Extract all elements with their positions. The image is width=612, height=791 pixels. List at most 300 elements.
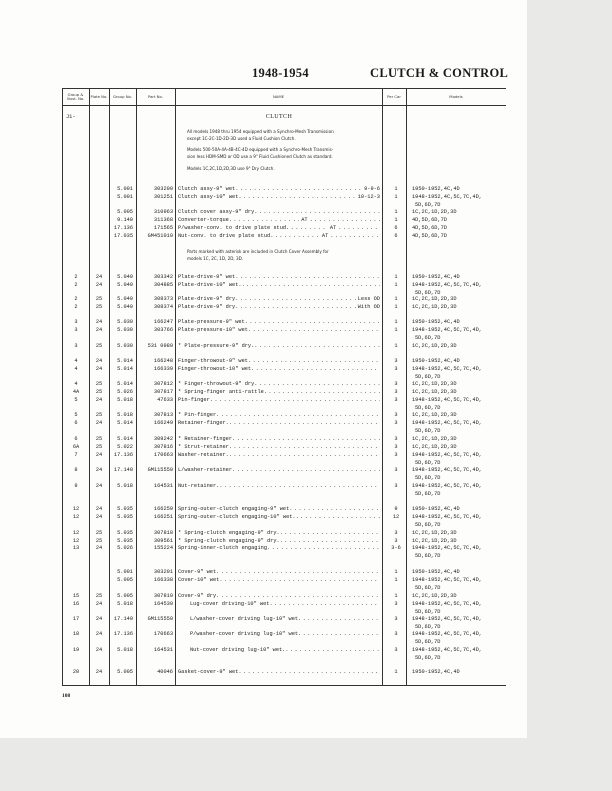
plate-no: 24 <box>95 514 103 520</box>
part-no: 307812 <box>153 381 173 387</box>
part-name-text: L/washer-cover driving lug-10" wet <box>190 616 299 622</box>
models-line: 1950-1952,4C,4D <box>412 506 460 512</box>
table-row <box>0 646 612 661</box>
per-car: 1 <box>394 209 398 215</box>
models-line: 1948-1952,4C,5C,7C,4D, <box>412 601 482 607</box>
dot-leader <box>216 411 380 419</box>
table-row <box>0 668 612 676</box>
models-line: 5D,6D,7D <box>415 624 441 630</box>
dot-leader <box>298 630 380 638</box>
header-plate-no: Plate No. <box>90 93 108 99</box>
per-car: 3 <box>394 647 398 653</box>
dot-leader <box>235 295 358 303</box>
models-line: 1948-1952,4C,5C,7C,4D, <box>412 514 482 520</box>
table-row <box>0 544 612 559</box>
illus-no: 8 <box>74 467 78 473</box>
models <box>412 615 512 631</box>
part-no: 47633 <box>157 397 173 403</box>
group-no: 5.040 <box>117 282 133 288</box>
part-name-text: * Spring-clutch engaging-9" dry. <box>178 530 280 536</box>
models-line: 1948-1952,4C,5C,7C,4D, <box>412 282 482 288</box>
models-line: 1948-1952,4C,5C,7C,4D, <box>412 545 482 551</box>
part-name-text: * Spring-clutch engaging-9" dry. <box>178 538 280 544</box>
table-row <box>0 208 612 216</box>
table-row <box>0 615 612 630</box>
part-name-text: Lug-cover driving-10" wet <box>190 601 270 607</box>
illus-no: 6 <box>74 436 78 442</box>
dot-leader <box>330 232 380 240</box>
models <box>412 365 512 381</box>
table-row <box>0 365 612 380</box>
models <box>412 419 512 435</box>
part-no: 166339 <box>153 366 173 372</box>
dot-leader <box>338 224 380 232</box>
group-no: 17.035 <box>113 233 133 239</box>
models-line: 1948-1952,4C,5C,7C,4D, <box>412 452 482 458</box>
illus-no: 3 <box>74 343 78 349</box>
part-name-text: Nut-retainer. <box>178 483 220 489</box>
models <box>412 224 512 232</box>
models-line: 1C,2C,1D,2D,3D <box>412 538 457 544</box>
part-no: 171565 <box>153 225 173 231</box>
dot-leader <box>310 216 380 224</box>
part-no: 307818 <box>153 530 173 536</box>
table-row <box>0 295 612 303</box>
per-car: 3 <box>394 358 398 364</box>
models <box>412 411 512 419</box>
dot-leader <box>245 318 380 326</box>
part-name-text: * Strut-retainer <box>178 444 229 450</box>
table-row <box>0 185 612 193</box>
transmission-qualifier: AT <box>301 217 308 223</box>
illus-no: 12 <box>72 506 80 512</box>
per-car: 3 <box>394 381 398 387</box>
part-name <box>178 505 380 513</box>
part-name-text: * Pin-finger <box>178 412 217 418</box>
group-no: 5.014 <box>117 436 133 442</box>
group-no: 5.005 <box>117 577 133 583</box>
dot-leader <box>270 232 320 240</box>
part-name-text: Plate-drive-9" wet <box>178 274 236 280</box>
dot-leader <box>238 193 357 201</box>
models-line: 1948-1952,4C,5C,7C,4D, <box>412 397 482 403</box>
models <box>412 568 512 576</box>
table-row <box>0 419 612 434</box>
part-no: 164531 <box>153 483 173 489</box>
part-name <box>178 668 380 676</box>
table-row <box>0 576 612 591</box>
part-no: GM115550 <box>147 616 173 622</box>
table-row <box>0 529 612 537</box>
models <box>412 318 512 326</box>
part-name <box>178 326 380 334</box>
illus-no: 2 <box>74 274 78 280</box>
group-no: 17.136 <box>113 225 133 231</box>
per-car: 3 <box>394 530 398 536</box>
part-no: 166247 <box>153 319 173 325</box>
plate-no: 24 <box>95 366 103 372</box>
part-name <box>178 482 380 490</box>
dot-leader <box>219 576 380 584</box>
plate-no: 24 <box>95 601 103 607</box>
table-row <box>0 568 612 576</box>
per-car: 3 <box>394 631 398 637</box>
part-name-text: Nut-cover driving lug-10" wet. <box>190 647 286 653</box>
table-row <box>0 482 612 497</box>
illus-no: 12 <box>72 530 80 536</box>
dot-leader <box>254 380 380 388</box>
models-line: 5D,6D,7D <box>415 522 441 528</box>
part-no: 309242 <box>153 436 173 442</box>
per-car: 3 <box>394 420 398 426</box>
part-name-text: Gasket-cover-9" wet <box>178 669 239 675</box>
part-name <box>178 513 380 521</box>
per-car: 3 <box>394 389 398 395</box>
part-qualifier: 9-9-6 <box>364 186 380 192</box>
models-line: 4D,5D,6D,7D <box>412 233 447 239</box>
per-car: 3 <box>394 616 398 622</box>
plate-no: 24 <box>95 647 103 653</box>
models-line: 5D,6D,7D <box>415 374 441 380</box>
illus-no: 5 <box>74 397 78 403</box>
models <box>412 466 512 482</box>
per-car: 12 <box>392 514 400 520</box>
table-row <box>0 396 612 411</box>
table-bottom-border <box>62 685 506 686</box>
illus-no: 7 <box>74 452 78 458</box>
models-line: 5D,6D,7D <box>415 460 441 466</box>
part-name-text: Spring-outer-clutch engaging-9" wet <box>178 506 290 512</box>
part-name <box>178 318 380 326</box>
header-illus-no: Group & Illust. No. <box>66 91 85 101</box>
dot-leader <box>286 224 328 232</box>
plate-no: 24 <box>95 282 103 288</box>
per-car: 6 <box>394 233 398 239</box>
part-name-text: Pin-finger <box>178 397 210 403</box>
illus-no: 9 <box>74 483 78 489</box>
models <box>412 451 512 467</box>
group-no: 5.040 <box>117 274 133 280</box>
models-line: 5D,6D,7D <box>415 428 441 434</box>
dot-leader <box>264 388 380 396</box>
models-line: 5D,6D,7D <box>415 202 441 208</box>
models <box>412 630 512 646</box>
plate-no: 24 <box>95 467 103 473</box>
group-no: 5.001 <box>117 569 133 575</box>
per-car: 1 <box>394 274 398 280</box>
models <box>412 273 512 281</box>
plate-no: 25 <box>95 412 103 418</box>
group-no: 5.026 <box>117 545 133 551</box>
models-line: 5D,6D,7D <box>415 405 441 411</box>
per-car: 3 <box>394 412 398 418</box>
per-car: 1 <box>394 186 398 192</box>
part-name-text: * Finger-throwout-9" dry <box>178 381 255 387</box>
models <box>412 505 512 513</box>
part-name-text: Plate-drive-9" dry <box>178 304 236 310</box>
table-row <box>0 232 612 240</box>
part-name-text: Spring-inner-clutch engaging <box>178 545 268 551</box>
models-line: 1948-1952,4C,5C,7C,4D, <box>412 631 482 637</box>
part-name <box>178 357 380 365</box>
group-no: 5.035 <box>117 538 133 544</box>
dot-leader <box>219 482 380 490</box>
models-line: 5D,6D,7D <box>415 553 441 559</box>
plate-no: 24 <box>95 358 103 364</box>
part-name <box>178 388 380 396</box>
illus-no: 2 <box>74 296 78 302</box>
table-row <box>0 357 612 365</box>
illus-no: 17 <box>72 616 80 622</box>
models-line: 1C,2C,1D,2D,3D <box>412 530 457 536</box>
plate-no: 24 <box>95 420 103 426</box>
group-no: 5.001 <box>117 186 133 192</box>
note-line: except 1C-2C-1D-2D-3D used a Fluid Cushion Clutch. <box>187 136 296 141</box>
part-name-text: P/washer-cover driving lug-10" wet <box>190 631 299 637</box>
group-no: 5.030 <box>117 319 133 325</box>
per-car: 1 <box>394 577 398 583</box>
part-name <box>178 435 380 443</box>
note-line: Models 500-50A-4A-4B-4C-4D equipped with a Synchro-Mesh Transmis- <box>187 147 334 152</box>
per-car: 3 <box>394 444 398 450</box>
group-no: 5.022 <box>117 444 133 450</box>
part-name-text: * Plate-pressure-9" dry. <box>178 343 255 349</box>
table-row <box>0 216 612 224</box>
models <box>412 216 512 224</box>
part-no: 303201 <box>153 569 173 575</box>
models-line: 1C,2C,1D,2D,3D <box>412 593 457 599</box>
group-no: 5.018 <box>117 397 133 403</box>
illus-no: 19 <box>72 647 80 653</box>
part-name <box>178 295 380 303</box>
table-row <box>0 505 612 513</box>
illus-no: 16 <box>72 601 80 607</box>
dot-leader <box>216 568 380 576</box>
per-car: 3 <box>394 467 398 473</box>
illus-no: 6 <box>74 420 78 426</box>
part-no: 155224 <box>153 545 173 551</box>
transmission-qualifier: AT <box>329 225 337 231</box>
per-car: 1 <box>394 593 398 599</box>
dot-leader <box>235 303 358 311</box>
table-row <box>0 273 612 281</box>
group-no: 17.136 <box>113 452 133 458</box>
models-line: 5D,6D,7D <box>415 639 441 645</box>
models <box>412 232 512 240</box>
per-car: 6 <box>394 225 398 231</box>
dot-leader <box>232 466 380 474</box>
part-name-text: Plate-drive-9" dry <box>178 296 236 302</box>
illus-no: 2 <box>74 282 78 288</box>
group-no: 5.030 <box>117 327 133 333</box>
per-car: 3 <box>394 452 398 458</box>
models <box>412 600 512 616</box>
part-name <box>178 365 380 373</box>
dot-leader <box>254 342 380 350</box>
illus-no: 3 <box>74 327 78 333</box>
part-no: 164531 <box>153 647 173 653</box>
part-no: 303766 <box>153 327 173 333</box>
part-name-text: Plate-drive-10" wet. <box>178 282 242 288</box>
group-no: 5.014 <box>117 358 133 364</box>
models <box>412 295 512 303</box>
part-no: 303342 <box>153 274 173 280</box>
dot-leader <box>235 273 380 281</box>
models-line: 1950-1952,4C,4D <box>412 274 460 280</box>
models <box>412 435 512 443</box>
illus-no: 13 <box>72 545 80 551</box>
part-name-text: Spring-outer-clutch engaging-10" wet. <box>178 514 296 520</box>
per-car: 1 <box>394 304 398 310</box>
table-row <box>0 303 612 311</box>
part-name-text: L/washer-retainer <box>178 467 233 473</box>
table-row <box>0 193 612 208</box>
per-car: 3 <box>394 366 398 372</box>
part-no: 166249 <box>153 420 173 426</box>
dot-leader <box>289 505 380 513</box>
part-name-text: * Spring-finger anti-rattle <box>178 389 264 395</box>
dot-leader <box>210 396 380 404</box>
part-no: 307817 <box>153 389 173 395</box>
models-line: 1948-1952,4C,5C,7C,4D, <box>412 366 482 372</box>
models <box>412 326 512 342</box>
header-group-no: Group No. <box>112 93 133 99</box>
per-car: 9 <box>394 506 398 512</box>
part-name <box>178 600 380 608</box>
part-name-text: Converter-torque <box>178 217 229 223</box>
models <box>412 208 512 216</box>
part-no: 307813 <box>153 412 173 418</box>
models-line: 1C,2C,1D,2D,3D <box>412 389 457 395</box>
per-car: 3 <box>394 483 398 489</box>
plate-no: 24 <box>95 274 103 280</box>
illus-no: 3 <box>74 319 78 325</box>
models <box>412 443 512 451</box>
part-name <box>178 273 380 281</box>
plate-no: 25 <box>95 538 103 544</box>
part-name <box>178 443 380 451</box>
table-row <box>0 388 612 396</box>
group-no: 17.136 <box>113 631 133 637</box>
dot-leader <box>229 451 380 459</box>
models-line: 1C,2C,1D,2D,3D <box>412 412 457 418</box>
plate-no: 24 <box>95 397 103 403</box>
dot-leader <box>248 357 380 365</box>
group-no: 17.140 <box>113 616 133 622</box>
per-car: 3 <box>394 538 398 544</box>
part-no: 307816 <box>153 444 173 450</box>
per-car: 1 <box>394 327 398 333</box>
models <box>412 193 512 209</box>
illus-no: 5 <box>74 412 78 418</box>
header-part-no: Part No. <box>147 93 163 99</box>
part-no: GM115550 <box>147 467 173 473</box>
models-line: 1948-1952,4C,5C,7C,4D, <box>412 467 482 473</box>
models-line: 5D,6D,7D <box>415 655 441 661</box>
plate-no: 24 <box>95 545 103 551</box>
part-name <box>178 342 380 350</box>
part-name <box>178 411 380 419</box>
plate-no: 24 <box>95 669 103 675</box>
part-name-text: Clutch cover assy-9" dry <box>178 209 255 215</box>
models-line: 1948-1952,4C,5C,7C,4D, <box>412 616 482 622</box>
part-name <box>178 380 380 388</box>
per-car: 1 <box>394 343 398 349</box>
illus-no: 4 <box>74 381 78 387</box>
part-name-text: Retainer-finger. <box>178 420 229 426</box>
plate-no: 24 <box>95 616 103 622</box>
per-car: 1 <box>394 194 398 200</box>
models-line: 5D,6D,7D <box>415 491 441 497</box>
models-line: 1948-1952,4C,5C,7C,4D, <box>412 420 482 426</box>
dot-leader <box>238 668 380 676</box>
illus-no: 20 <box>72 669 80 675</box>
per-car: 1 <box>394 296 398 302</box>
models <box>412 380 512 388</box>
part-name <box>178 232 380 240</box>
models-line: 4D,5D,6D,7D <box>412 225 447 231</box>
part-name <box>178 208 380 216</box>
models-line: 5D,6D,7D <box>415 290 441 296</box>
plate-no: 24 <box>95 483 103 489</box>
page-section-title: CLUTCH & CONTROL <box>370 66 509 80</box>
part-name <box>178 592 380 600</box>
models-line: 1C,2C,1D,2D,3D <box>412 209 457 215</box>
part-qualifier: Less OD <box>357 296 380 302</box>
part-no: 40046 <box>157 669 173 675</box>
part-name <box>178 224 380 232</box>
illus-no: 4 <box>74 366 78 372</box>
models-line: 1C,2C,1D,2D,3D <box>412 381 457 387</box>
models <box>412 342 512 350</box>
dot-leader <box>242 281 380 289</box>
plate-no: 25 <box>95 436 103 442</box>
part-no: 166251 <box>153 514 173 520</box>
table-row <box>0 411 612 419</box>
plate-no: 25 <box>95 593 103 599</box>
models <box>412 529 512 537</box>
plate-no: 25 <box>95 304 103 310</box>
table-row <box>0 224 612 232</box>
plate-no: 25 <box>95 343 103 349</box>
illus-no: 12 <box>72 514 80 520</box>
table-row <box>0 592 612 600</box>
part-name-text: Cover-9" dry <box>178 593 217 599</box>
dot-leader <box>235 185 364 193</box>
models-line: 1950-1952,4C,4D <box>412 569 460 575</box>
plate-no: 25 <box>95 530 103 536</box>
table-row <box>0 513 612 528</box>
dot-leader <box>269 600 380 608</box>
part-qualifier: With OD <box>357 304 380 310</box>
part-name-text: Nut-conv. to drive plate stud <box>178 233 271 239</box>
models-line: 1950-1952,4C,4D <box>412 358 460 364</box>
table-row <box>0 435 612 443</box>
part-name-text: P/washer-conv. to drive plate stud <box>178 225 287 231</box>
table-row <box>0 342 612 350</box>
asterisk-note-line: Parts marked with asterisk are included in Clutch Cover Assembly for <box>187 249 329 254</box>
part-no: 166248 <box>153 358 173 364</box>
part-name <box>178 281 380 289</box>
part-name <box>178 646 380 654</box>
models <box>412 388 512 396</box>
group-no: 9.140 <box>117 217 133 223</box>
part-no: 166250 <box>153 506 173 512</box>
table-row <box>0 451 612 466</box>
part-name <box>178 466 380 474</box>
dot-leader <box>232 435 380 443</box>
header-models: Models <box>449 93 463 99</box>
